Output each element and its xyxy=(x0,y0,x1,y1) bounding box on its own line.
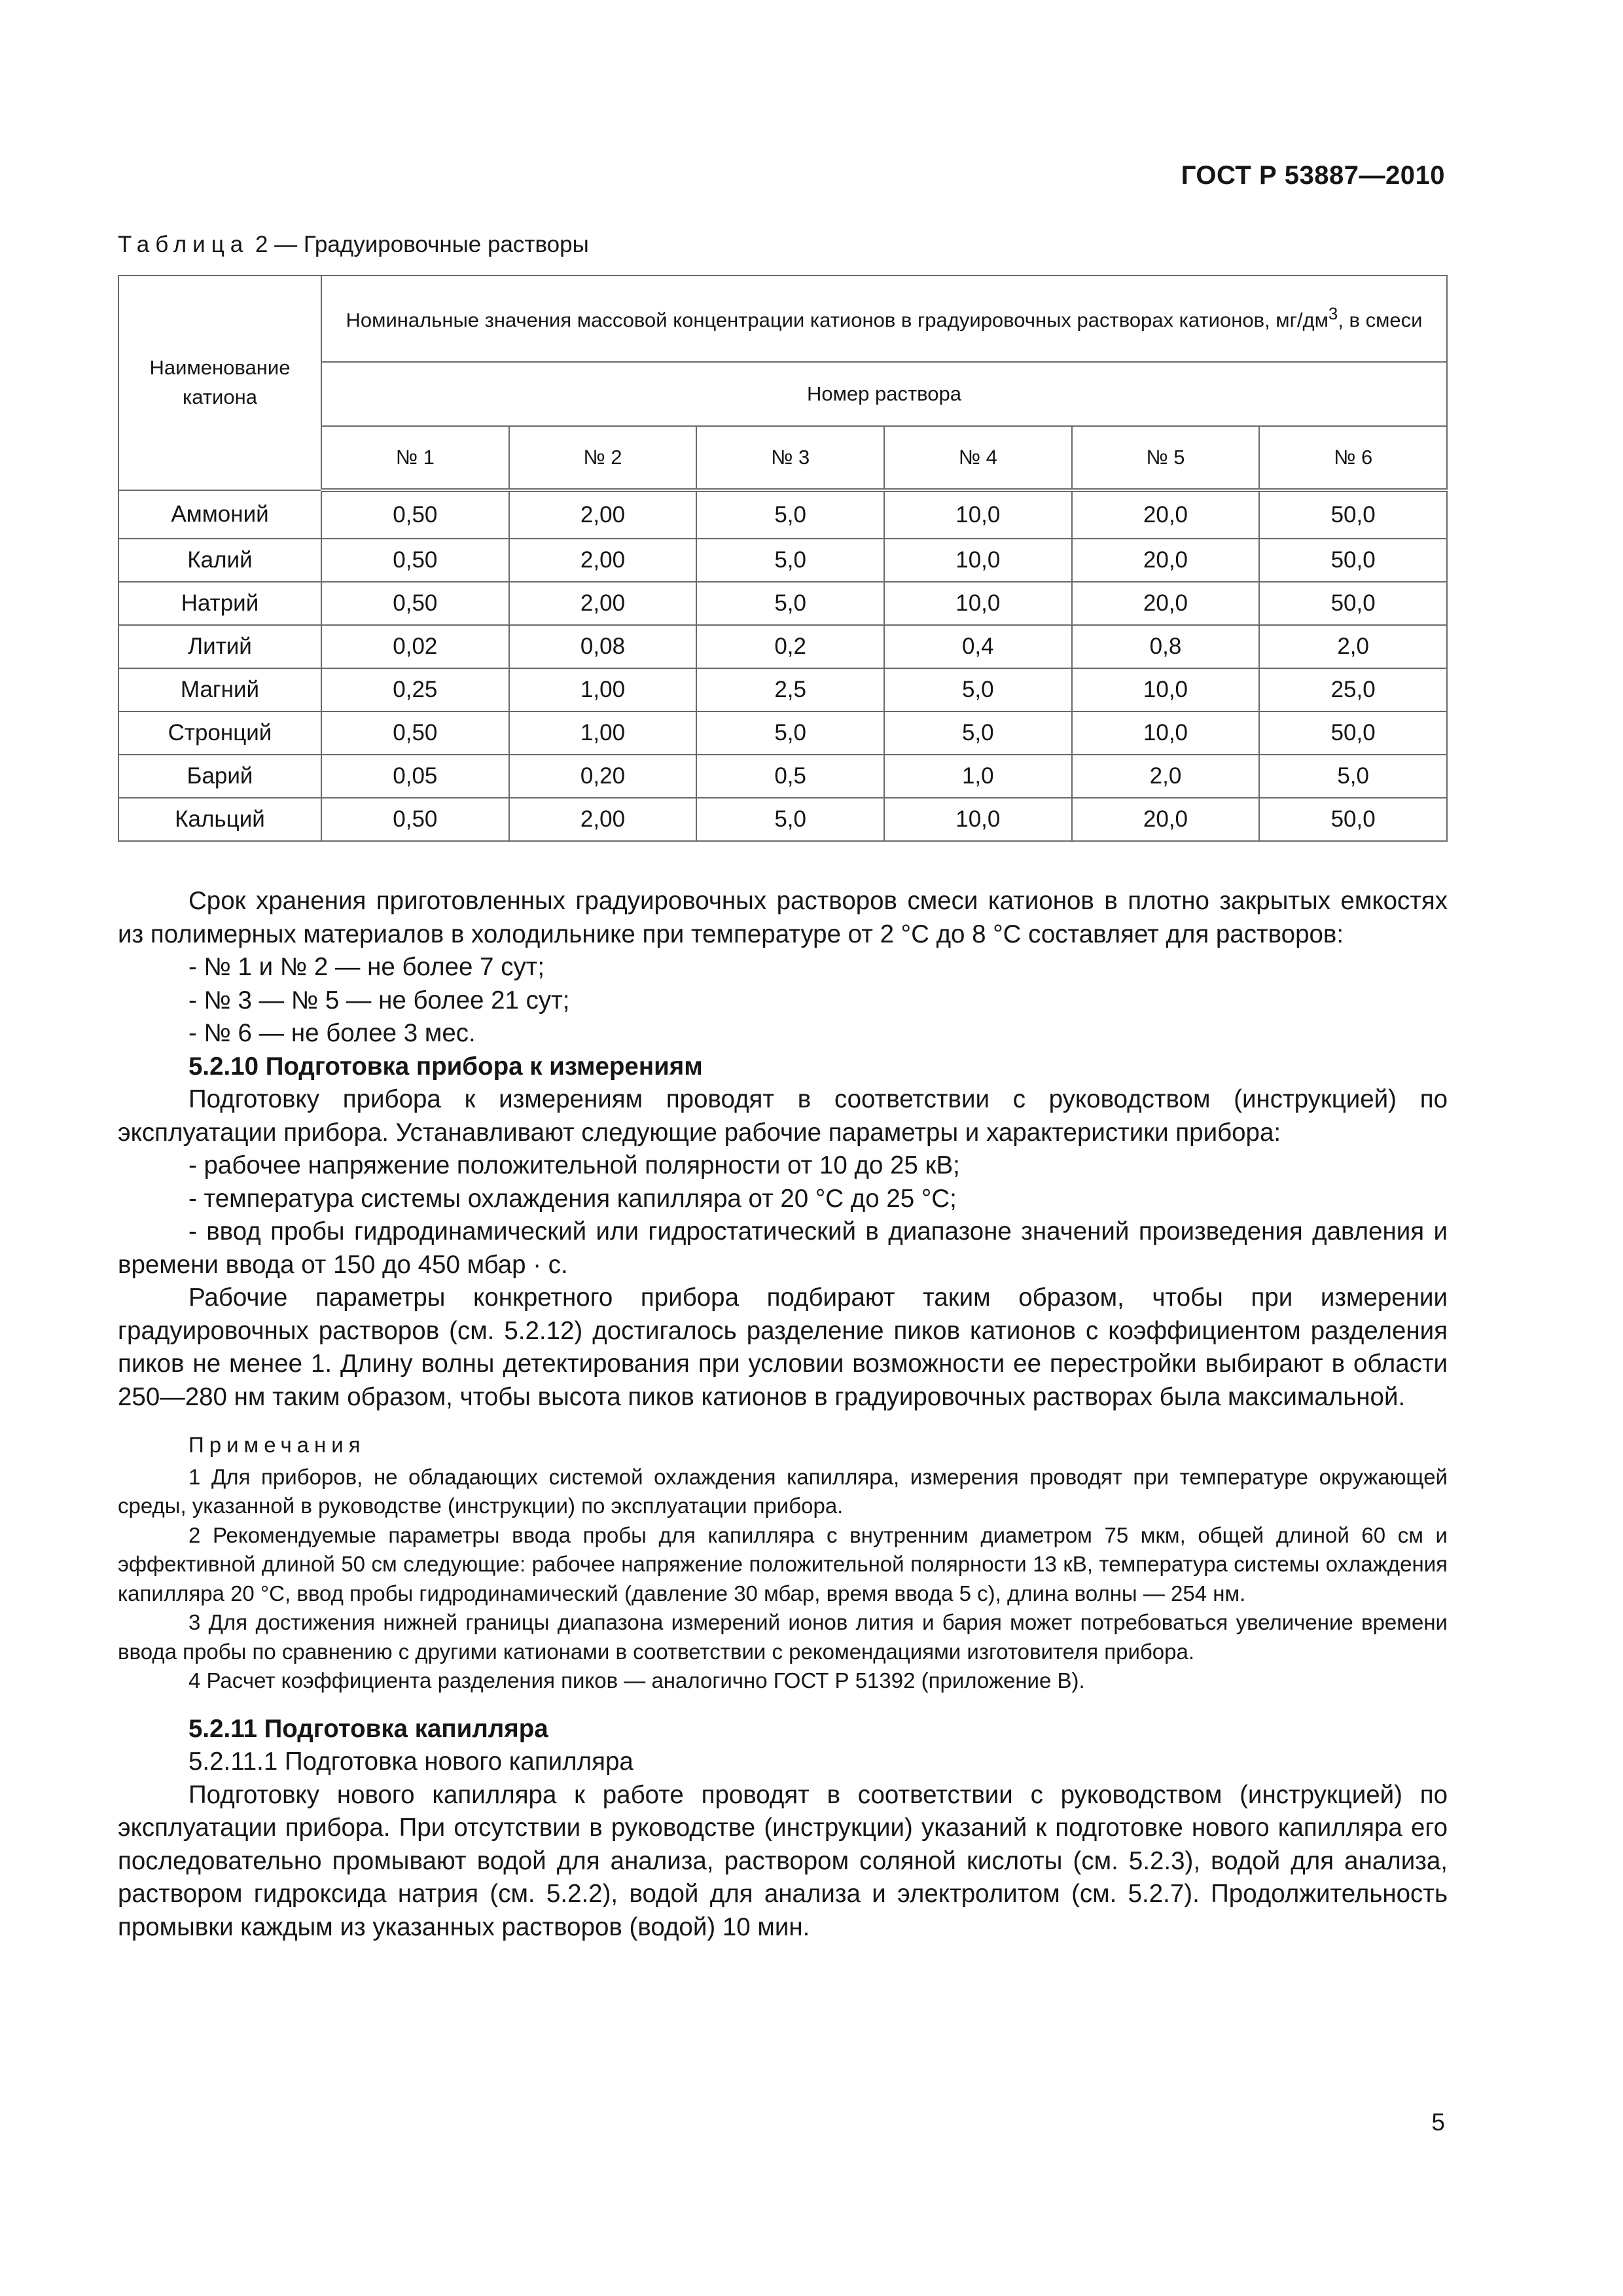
column-header-no4: № 4 xyxy=(884,426,1072,490)
cation-name-cell: Литий xyxy=(118,625,321,668)
value-cell: 0,50 xyxy=(321,582,509,625)
cation-name-cell: Барий xyxy=(118,755,321,798)
value-cell: 5,0 xyxy=(696,711,884,755)
cation-name-cell: Натрий xyxy=(118,582,321,625)
value-cell: 2,0 xyxy=(1072,755,1260,798)
value-cell: 0,4 xyxy=(884,625,1072,668)
value-cell: 50,0 xyxy=(1259,711,1447,755)
note-item: 2 Рекомендуемые параметры ввода пробы для капилляра с внутренним диаметром 75 мкм, общей длиной 60 см и эффективной длиной 50 см следующие: рабочее напряжение положительной полярности 13 кВ, температура системы охлаждения капилляра 20 °С, ввод пробы гидродинамический (давление 30 мбар, время ввода 5 с), длина волны — 254 нм. xyxy=(118,1522,1448,1605)
value-cell: 25,0 xyxy=(1259,668,1447,711)
value-cell: 50,0 xyxy=(1259,539,1447,582)
concentration-header-tail: , в смеси xyxy=(1338,308,1423,332)
calibration-solutions-table xyxy=(118,275,1448,842)
value-cell: 10,0 xyxy=(884,539,1072,582)
cation-name-cell: Кальций xyxy=(118,798,321,841)
list-item: - ввод пробы гидродинамический или гидростатический в диапазоне значений произведения давления и времени ввода от 150 до 450 мбар · с. xyxy=(118,1217,1448,1279)
value-cell: 10,0 xyxy=(884,582,1072,625)
note-item: 4 Расчет коэффициента разделения пиков — аналогично ГОСТ Р 51392 (приложение В). xyxy=(188,1668,1085,1693)
note-item: 3 Для достижения нижней границы диапазона измерений ионов лития и бария может потребоваться увеличение времени ввода пробы по сравнению с другими катионами в соответствии с рекомендациями изготовителя прибора. xyxy=(118,1610,1448,1664)
value-cell: 2,00 xyxy=(509,539,697,582)
value-cell: 2,0 xyxy=(1259,625,1447,668)
list-item: - № 6 — не более 3 мес. xyxy=(188,1019,476,1047)
value-cell: 10,0 xyxy=(1072,668,1260,711)
cation-name-cell: Калий xyxy=(118,539,321,582)
value-cell: 5,0 xyxy=(696,490,884,539)
value-cell: 5,0 xyxy=(696,798,884,841)
table-row xyxy=(118,798,1447,841)
section-5-2-11 xyxy=(118,1713,1448,1945)
cation-name-cell: Стронций xyxy=(118,711,321,755)
column-header-no2: № 2 xyxy=(509,426,697,490)
value-cell: 0,50 xyxy=(321,490,509,539)
value-cell: 5,0 xyxy=(1259,755,1447,798)
list-item: - № 1 и № 2 — не более 7 сут; xyxy=(188,953,545,981)
value-cell: 50,0 xyxy=(1259,490,1447,539)
list-item: - температура системы охлаждения капилляра от 20 °С до 25 °С; xyxy=(188,1184,957,1213)
column-header-no1: № 1 xyxy=(321,426,509,490)
column-header-cation: Наименование катиона xyxy=(118,276,321,490)
column-header-no6: № 6 xyxy=(1259,426,1447,490)
value-cell: 2,00 xyxy=(509,490,697,539)
value-cell: 2,00 xyxy=(509,798,697,841)
column-header-no3: № 3 xyxy=(696,426,884,490)
table-row xyxy=(118,755,1447,798)
storage-paragraph: Срок хранения приготовленных градуировочных растворов смеси катионов в плотно закрытых емкостях из полимерных материалов в холодильнике при температуре от 2 °С до 8 °С составляет для растворов: xyxy=(118,887,1448,948)
list-item: - рабочее напряжение положительной полярности от 10 до 25 кВ; xyxy=(188,1151,960,1179)
value-cell: 5,0 xyxy=(884,711,1072,755)
value-cell: 1,0 xyxy=(884,755,1072,798)
cation-name-cell: Аммоний xyxy=(118,490,321,539)
value-cell: 5,0 xyxy=(696,582,884,625)
table-row xyxy=(118,490,1447,539)
value-cell: 0,50 xyxy=(321,539,509,582)
section-paragraph: Подготовку прибора к измерениям проводят в соответствии с руководством (инструкцией) по эксплуатации прибора. Устанавливают следующие рабочие параметры и характеристики прибора: xyxy=(118,1085,1448,1147)
table-row xyxy=(118,668,1447,711)
table-caption-label: Таблица xyxy=(118,232,249,257)
value-cell: 50,0 xyxy=(1259,798,1447,841)
section-paragraph: Подготовку нового капилляра к работе проводят в соответствии с руководством (инструкцией) по эксплуатации прибора. При отсутствии в руководстве (инструкции) указаний к подготовке нового капилляра его последовательно промывают водой для анализа, раствором соляной кислоты (см. 5.2.3), водой для анализа, раствором гидроксида натрия (см. 5.2.2), водой для анализа и электролитом (см. 5.2.7). Продолжительность промывки каждым из указанных растворов (водой) 10 мин. xyxy=(118,1780,1448,1941)
table-row xyxy=(118,539,1447,582)
note-item: 1 Для приборов, не обладающих системой охлаждения капилляра, измерения проводят при температуре окружающей среды, указанной в руководстве (инструкции) по эксплуатации прибора. xyxy=(118,1464,1448,1518)
value-cell: 10,0 xyxy=(884,798,1072,841)
concentration-header-superscript: 3 xyxy=(1328,304,1338,323)
body-text xyxy=(118,885,1448,1944)
section-heading-5-2-10: 5.2.10 Подготовка прибора к измерениям xyxy=(188,1052,703,1081)
value-cell: 2,5 xyxy=(696,668,884,711)
value-cell: 20,0 xyxy=(1072,539,1260,582)
notes-block xyxy=(118,1431,1448,1696)
value-cell: 0,05 xyxy=(321,755,509,798)
column-header-concentration xyxy=(321,276,1447,362)
value-cell: 0,20 xyxy=(509,755,697,798)
value-cell: 50,0 xyxy=(1259,582,1447,625)
table-row xyxy=(118,582,1447,625)
value-cell: 0,02 xyxy=(321,625,509,668)
value-cell: 2,00 xyxy=(509,582,697,625)
value-cell: 20,0 xyxy=(1072,582,1260,625)
section-heading-5-2-11: 5.2.11 Подготовка капилляра xyxy=(188,1714,548,1743)
concentration-header-text: Номинальные значения массовой концентрации катионов в градуировочных растворах катионов, мг/дм xyxy=(346,308,1329,332)
cation-name-cell: Магний xyxy=(118,668,321,711)
value-cell: 10,0 xyxy=(884,490,1072,539)
value-cell: 0,50 xyxy=(321,711,509,755)
subsection-heading-5-2-11-1: 5.2.11.1 Подготовка нового капилляра xyxy=(188,1748,633,1776)
page-number: 5 xyxy=(1431,2109,1445,2136)
value-cell: 20,0 xyxy=(1072,798,1260,841)
value-cell: 5,0 xyxy=(884,668,1072,711)
table-row xyxy=(118,625,1447,668)
value-cell: 0,2 xyxy=(696,625,884,668)
value-cell: 20,0 xyxy=(1072,490,1260,539)
value-cell: 0,08 xyxy=(509,625,697,668)
table-row xyxy=(118,711,1447,755)
document-header-code: ГОСТ Р 53887—2010 xyxy=(1181,161,1445,190)
value-cell: 0,25 xyxy=(321,668,509,711)
value-cell: 0,8 xyxy=(1072,625,1260,668)
table-caption xyxy=(118,232,589,258)
value-cell: 0,5 xyxy=(696,755,884,798)
value-cell: 5,0 xyxy=(696,539,884,582)
table-caption-text: 2 — Градуировочные растворы xyxy=(249,232,589,257)
column-header-solution-number: Номер раствора xyxy=(321,362,1447,426)
column-header-no5: № 5 xyxy=(1072,426,1260,490)
value-cell: 0,50 xyxy=(321,798,509,841)
value-cell: 10,0 xyxy=(1072,711,1260,755)
value-cell: 1,00 xyxy=(509,711,697,755)
value-cell: 1,00 xyxy=(509,668,697,711)
section-paragraph: Рабочие параметры конкретного прибора подбирают таким образом, чтобы при измерении градуировочных растворов (см. 5.2.12) достигалось разделение пиков катионов с коэффициентом разделения пиков не менее 1. Длину волны детектирования при условии возможности ее перестройки выбирают в области 250—280 нм таким образом, чтобы высота пиков катионов в градуировочных растворах была максимальной. xyxy=(118,1283,1448,1411)
notes-title: Примечания xyxy=(188,1433,366,1457)
list-item: - № 3 — № 5 — не более 21 сут; xyxy=(188,986,570,1014)
